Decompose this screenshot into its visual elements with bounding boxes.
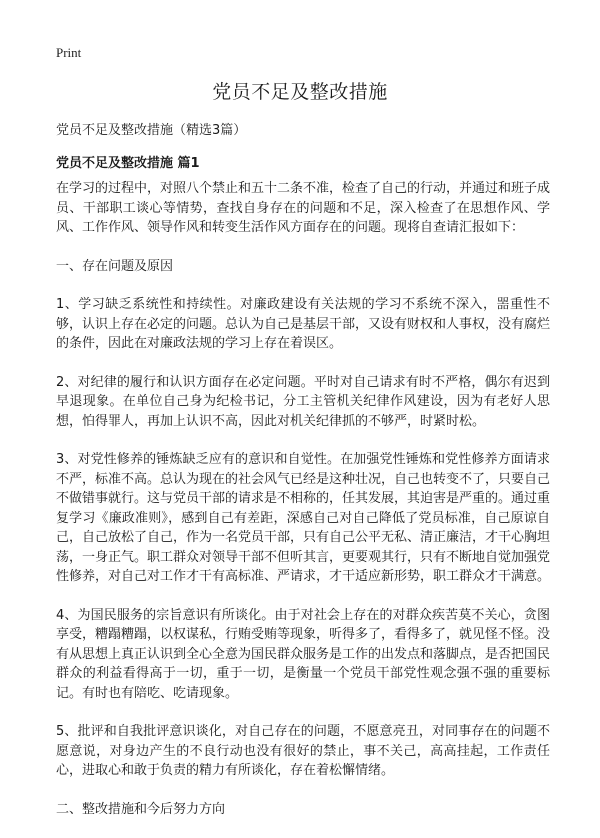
list-item: 4、为国民服务的宗旨意识有所谈化。由于对社会上存在的对群众疾苦莫不关心，贪图享受，糟蹋糟蹋，以权谋私，行贿受贿等现象，听得多了，看得多了，就见怪不怪。没有从思想上真正认识到全心全意为国民群众服务是工作的出发点和落脚点，是否把国民群众的利益看得高于一切，重于一切，是衡量一个党员干部党性观念强不强的重要标记。有时也有陪吃、吃请现象。 <box>56 607 551 701</box>
list-item: 1、学习缺乏系统性和持续性。对廉政建设有关法规的学习不系统不深入，噐重性不够，认识上存在必定的问题。总认为自己是基层干部，又设有财权和人事权，没有腐烂的条件，因此在对廉政法规的学习上存在着误区。 <box>56 297 551 351</box>
list-item: 3、对党性修养的锤炼缺乏应有的意识和自觉性。在加强党性锤炼和党性修养方面请求不严，标准不高。总认为现在的社会风气已经是这种壮况，自己也转变不了，只要自己不做错事就行。这与党员干部的请求是不相称的，任其发展，其迫害是严重的。通过重复学习《廉政准则》，感到自己有差距，深感自己对自己降低了党员标准，自己原谅自己，自己放松了自己，作为一名党员干部，只有自己公平无私、清正廉洁，才干心胸坦荡，一身正气。职工群众对领导干部不但听其言，更要观其行，只有不断地自觉加强党性修养，对自己对工作才干有高标准、严请求，才干适应新形势，职工群众才干满意。 <box>56 452 551 584</box>
document-body <box>56 179 550 838</box>
part1-heading: 一、存在问题及原因 <box>56 258 174 274</box>
document-subtitle: 党员不足及整改措施（精选3篇） <box>56 123 247 138</box>
section-heading: 党员不足及整改措施 篇1 <box>56 156 200 171</box>
print-link[interactable]: Print <box>56 45 82 60</box>
list-item: 5、批评和自我批评意识谈化，对自己存在的问题，不愿意亮丑，对同事存在的问题不愿意说，对身边产生的不良行动也没有很好的禁止，事不关己，高高挂起，工作责任心，进取心和敢于负责的精力有所谈化，存在着松懈情绪。 <box>56 724 550 778</box>
intro-paragraph: 在学习的过程中，对照八个禁止和五十二条不准，检查了自己的行动，并通过和班子成员、干部职工谈心等情势，查找自身存在的问题和不足，深入检查了在思想作风、学风、工作作风、领导作风和转变生活作风方面存在的问题。现将自查请汇报如下： <box>56 181 551 235</box>
part2-heading: 二、整改措施和今后努力方向 <box>56 801 226 817</box>
page-title: 党员不足及整改措施 <box>212 81 388 103</box>
list-item: 2、对纪律的履行和认识方面存在必定问题。平时对自己请求有时不严格，偶尔有迟到早退现象。在单位自己身为纪检书记，分工主管机关纪律作风建设，因为有老好人思想，怕得罪人，再加上认识不高，因此对机关纪律抓的不够严，时紧时松。 <box>56 374 550 429</box>
